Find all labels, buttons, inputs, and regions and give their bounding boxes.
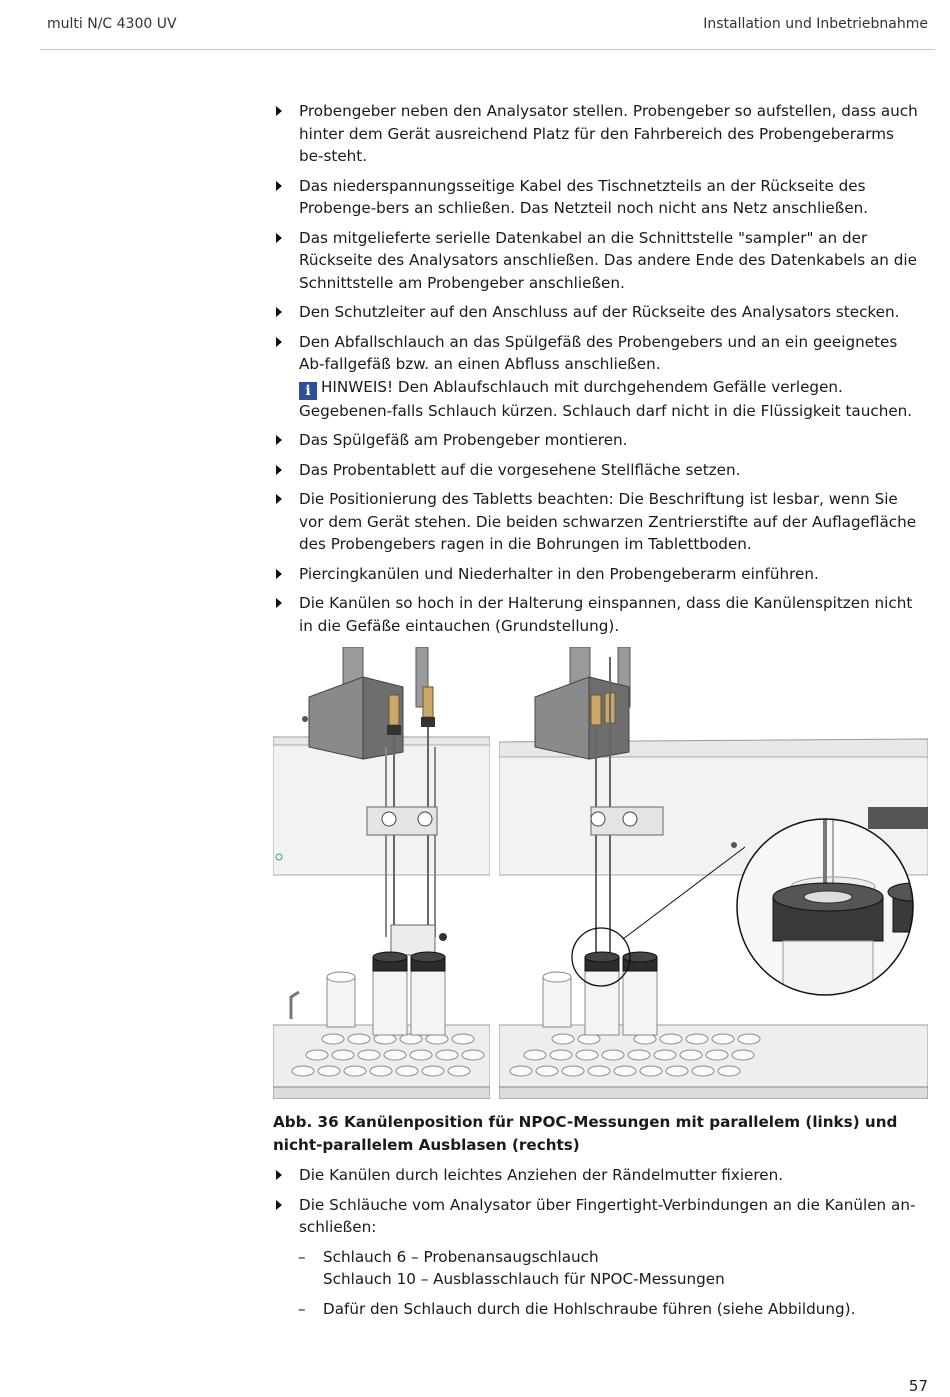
instruction-step	[273, 459, 923, 482]
triangle-right-icon	[276, 233, 282, 243]
step-text: Das Probentablett auf die vorgesehene Stellfläche setzen.	[299, 460, 741, 479]
instruction-step	[273, 429, 923, 452]
dash-marker: –	[298, 1299, 306, 1318]
step-text: Die Schläuche vom Analysator über Fingertight-Verbindungen an die Kanülen an-schließen:	[299, 1195, 916, 1236]
panel-non-parallel	[499, 647, 928, 1099]
step-text: Probengeber neben den Analysator stellen. Probengeber so aufstellen, dass auch hinter dem Gerät ausreichend Platz für den Fahrbereich des Probengeberarms be-steht.	[299, 102, 918, 165]
triangle-right-icon	[276, 465, 282, 475]
instruction-step	[273, 100, 923, 168]
note-text: HINWEIS! Den Ablaufschlauch mit durchgehendem Gefälle verlegen. Gegebenen-falls Schlauch kürzen. Schlauch darf nicht in die Flüssigkeit tauchen.	[299, 377, 913, 420]
dash-marker: –	[298, 1247, 306, 1266]
triangle-right-icon	[276, 337, 282, 347]
triangle-right-icon	[276, 598, 282, 608]
step-text: Die Kanülen durch leichtes Anziehen der Rändelmutter fixieren.	[299, 1166, 784, 1184]
figure-needle-position	[273, 647, 928, 1099]
header-chapter-title: Installation und Inbetriebnahme	[703, 16, 928, 32]
step-text: Das Spülgefäß am Probengeber montieren.	[299, 431, 628, 449]
sub-list-item	[273, 1246, 923, 1291]
triangle-right-icon	[276, 181, 282, 191]
instruction-step	[273, 175, 923, 220]
sub-item-line: Dafür den Schlauch durch die Hohlschraube führen (siehe Abbildung).	[323, 1299, 856, 1318]
instruction-step	[273, 488, 923, 556]
instruction-step	[273, 1164, 923, 1187]
instruction-step	[273, 563, 923, 586]
triangle-right-icon	[276, 1200, 282, 1210]
needle-position-illustration	[273, 647, 928, 1099]
panel-parallel	[273, 647, 490, 1099]
triangle-right-icon	[276, 1170, 282, 1180]
instruction-step	[273, 301, 923, 324]
note-box	[299, 376, 923, 423]
step-text: Das mitgelieferte serielle Datenkabel an die Schnittstelle "sampler" an der Rückseite des Analysators anschließen. Das andere Ende des Datenkabels an die Schnittstelle am Probengeber anschließen.	[299, 228, 917, 292]
page-number: 57	[908, 1377, 928, 1395]
instruction-step	[273, 331, 923, 423]
triangle-right-icon	[276, 494, 282, 504]
info-icon: i	[299, 382, 317, 400]
step-text: Das niederspannungsseitige Kabel des Tischnetzteils an der Rückseite des Probenge-bers an schließen. Das Netzteil noch nicht ans Netz anschließen.	[299, 176, 869, 217]
sub-item-line: Schlauch 6 – Probenansaugschlauch	[323, 1247, 599, 1266]
step-text: Die Positionierung des Tabletts beachten: Die Beschriftung ist lesbar, wenn Sie vor dem Gerät stehen. Die beiden schwarzen Zentrierstifte auf der Auflagefläche des Probengebers ragen in die Bohrungen im Tablettboden.	[299, 490, 917, 553]
step-text: Piercingkanülen und Niederhalter in den Probengeberarm einführen.	[299, 564, 819, 583]
triangle-right-icon	[276, 106, 282, 116]
figure-caption: Abb. 36 Kanülenposition für NPOC-Messungen mit parallelem (links) und nicht-parallelem Ausblasen (rechts)	[273, 1113, 898, 1154]
sub-item-line: Schlauch 10 – Ausblasschlauch für NPOC-Messungen	[323, 1270, 725, 1288]
sub-list-item	[273, 1298, 923, 1321]
triangle-right-icon	[276, 307, 282, 317]
instruction-step	[273, 1194, 923, 1239]
step-text: Den Schutzleiter auf den Anschluss auf der Rückseite des Analysators stecken.	[299, 303, 900, 321]
instruction-step	[273, 592, 923, 637]
triangle-right-icon	[276, 435, 282, 445]
header-product-name: multi N/C 4300 UV	[47, 16, 177, 32]
step-text: Die Kanülen so hoch in der Halterung einspannen, dass die Kanülenspitzen nicht in die Gefäße eintauchen (Grundstellung).	[299, 594, 913, 635]
instruction-step	[273, 227, 923, 295]
step-text: Den Abfallschlauch an das Spülgefäß des Probengebers und an ein geeignetes Ab-fallgefäß bzw. an einen Abfluss anschließen.	[299, 332, 898, 373]
header-divider	[40, 49, 935, 50]
triangle-right-icon	[276, 569, 282, 579]
page-body	[273, 100, 923, 1327]
